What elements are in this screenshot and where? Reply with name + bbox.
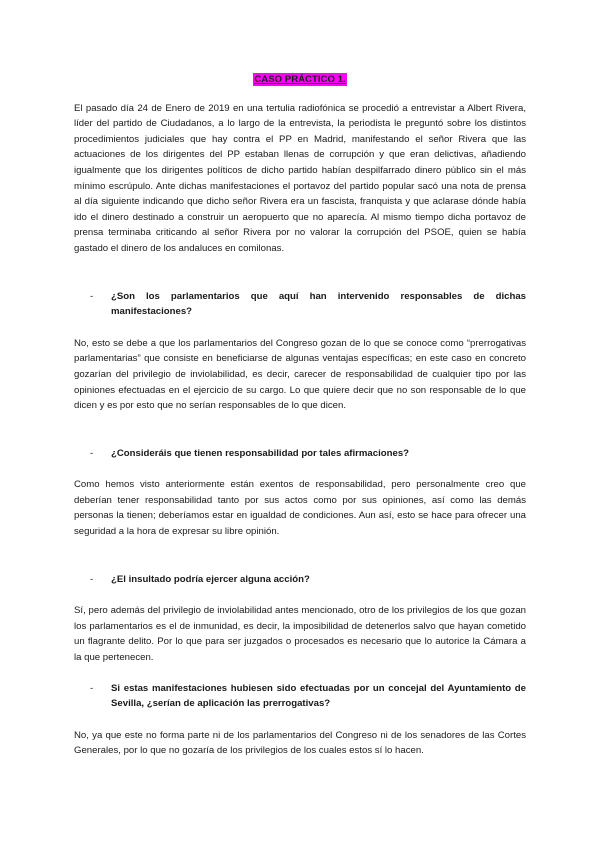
answer-4: No, ya que este no forma parte ni de los parlamentarios del Congreso ni de los senadores de las Cortes Generales, por lo que no gozaría de los privilegios de los cuales estos sí lo hacen. bbox=[74, 729, 526, 757]
question-bullet: - bbox=[90, 447, 94, 459]
answer-3: Sí, pero además del privilegio de inviolabilidad antes mencionado, otro de los privilegios de los que gozan los parlamentarios es el de inmunidad, es decir, la imposibilidad de detenerlos salvo que hayan cometido un flagrante delito. Por lo que para ser juzgados o procesados es necesario que lo autorice la Cámara a la que pertenecen. bbox=[74, 605, 526, 664]
question-bullet: - bbox=[90, 290, 94, 302]
title-container bbox=[74, 72, 526, 88]
question-1-text: ¿Son los parlamentarios que aquí han intervenido responsables de dichas manifestaciones? bbox=[111, 290, 526, 318]
question-3-text: ¿El insultado podría ejercer alguna acción? bbox=[111, 573, 310, 585]
intro-paragraph: El pasado día 24 de Enero de 2019 en una tertulia radiofónica se procedió a entrevistar a Albert Rivera, líder del partido de Ciudadanos, a lo largo de la entrevista, la periodista le preguntó sobre los distintos procedimientos judiciales que hay contra el PP en Madrid, manifestando el señor Rivera que las actuaciones de los dirigentes del PP estaban llenas de corrupción y que eran delictivas, añadiendo igualmente que los dirigentes políticos de dicho partido habían despilfarrado dinero público sin el más mínimo escrúpulo. Ante dichas manifestaciones el portavoz del partido popular sacó una nota de prensa al día siguiente indicando que dicho señor Rivera era un fascista, franquista y que aclarase dónde había ido el dinero destinado a construir un aeropuerto que no aparecía. Al mismo tiempo dicha portavoz de prensa terminaba criticando al señor Rivera por no valorar la corrupción del PSOE, quien se había gastado el dinero de los andaluces en comilonas. bbox=[74, 102, 526, 254]
question-4-text: Si estas manifestaciones hubiesen sido efectuadas por un concejal del Ayuntamiento de Sevilla, ¿serían de aplicación las prerrogativas? bbox=[111, 682, 526, 710]
answer-2: Como hemos visto anteriormente están exentos de responsabilidad, pero personalmente creo que deberían tener responsabilidad tanto por sus actos como por sus opiniones, así como las demás personas la tienen; deberíamos estar en igualdad de condiciones. Aun así, esto se hace para ofrecer una seguridad a la hora de expresar su libre opinión. bbox=[74, 479, 526, 538]
document-title: CASO PRÁCTICO 1. bbox=[254, 74, 346, 85]
question-3 bbox=[90, 572, 526, 588]
question-4 bbox=[90, 681, 526, 712]
question-1 bbox=[90, 289, 526, 320]
answer-1: No, esto se debe a que los parlamentarios del Congreso gozan de lo que se conoce como “prerrogativas parlamentarias” que consiste en beneficiarse de algunas ventajas específicas; en este caso en concreto gozarían del privilegio de inviolabilidad, es decir, carecer de responsabilidad de cualquier tipo por las opiniones efectuadas en el ejercicio de su cargo. Lo que quiere decir que no son responsable de lo que dicen y es por esto que no serían responsables de lo que dicen. bbox=[74, 337, 526, 412]
question-2 bbox=[90, 446, 526, 462]
question-bullet: - bbox=[90, 573, 94, 585]
question-2-text: ¿Consideráis que tienen responsabilidad por tales afirmaciones? bbox=[111, 447, 410, 459]
question-bullet: - bbox=[90, 682, 94, 694]
